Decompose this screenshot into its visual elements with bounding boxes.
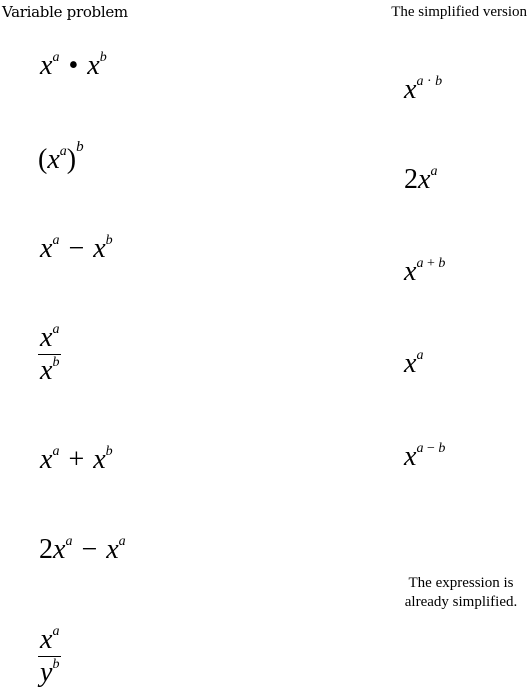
problem-4-quotient: $x^a$ $x^b$	[40, 322, 60, 386]
note-line-2: already simplified.	[404, 593, 518, 610]
answer-x-power-a-minus-b: $x^{a - b}$	[404, 441, 446, 472]
problem-2-power-of-power: $(x^a)^b$	[38, 139, 84, 175]
answer-x-power-a-plus-b: $x^{a + b}$	[404, 256, 446, 287]
left-column-header: Variable problem	[2, 3, 128, 21]
problem-6-like-terms: $2x^a - x^a$	[39, 534, 126, 565]
answer-x-power-a-times-b: $x^{a \cdot b}$	[404, 74, 443, 105]
problem-5-sum: $x^a + x^b$	[40, 444, 113, 475]
right-column-header: The simplified version	[391, 4, 527, 20]
answer-2x-power-a: $2x^a$	[404, 164, 438, 195]
problem-1-product: $x^a$ • $x^b$	[40, 50, 107, 81]
note-line-1: The expression is	[408, 575, 514, 591]
answer-x-power-a: $x^a$	[404, 348, 424, 379]
problem-7-different-bases: $x^a$ $y^b$	[40, 624, 60, 688]
problem-3-difference: $x^a - x^b$	[40, 233, 113, 264]
already-simplified-note	[395, 574, 527, 612]
